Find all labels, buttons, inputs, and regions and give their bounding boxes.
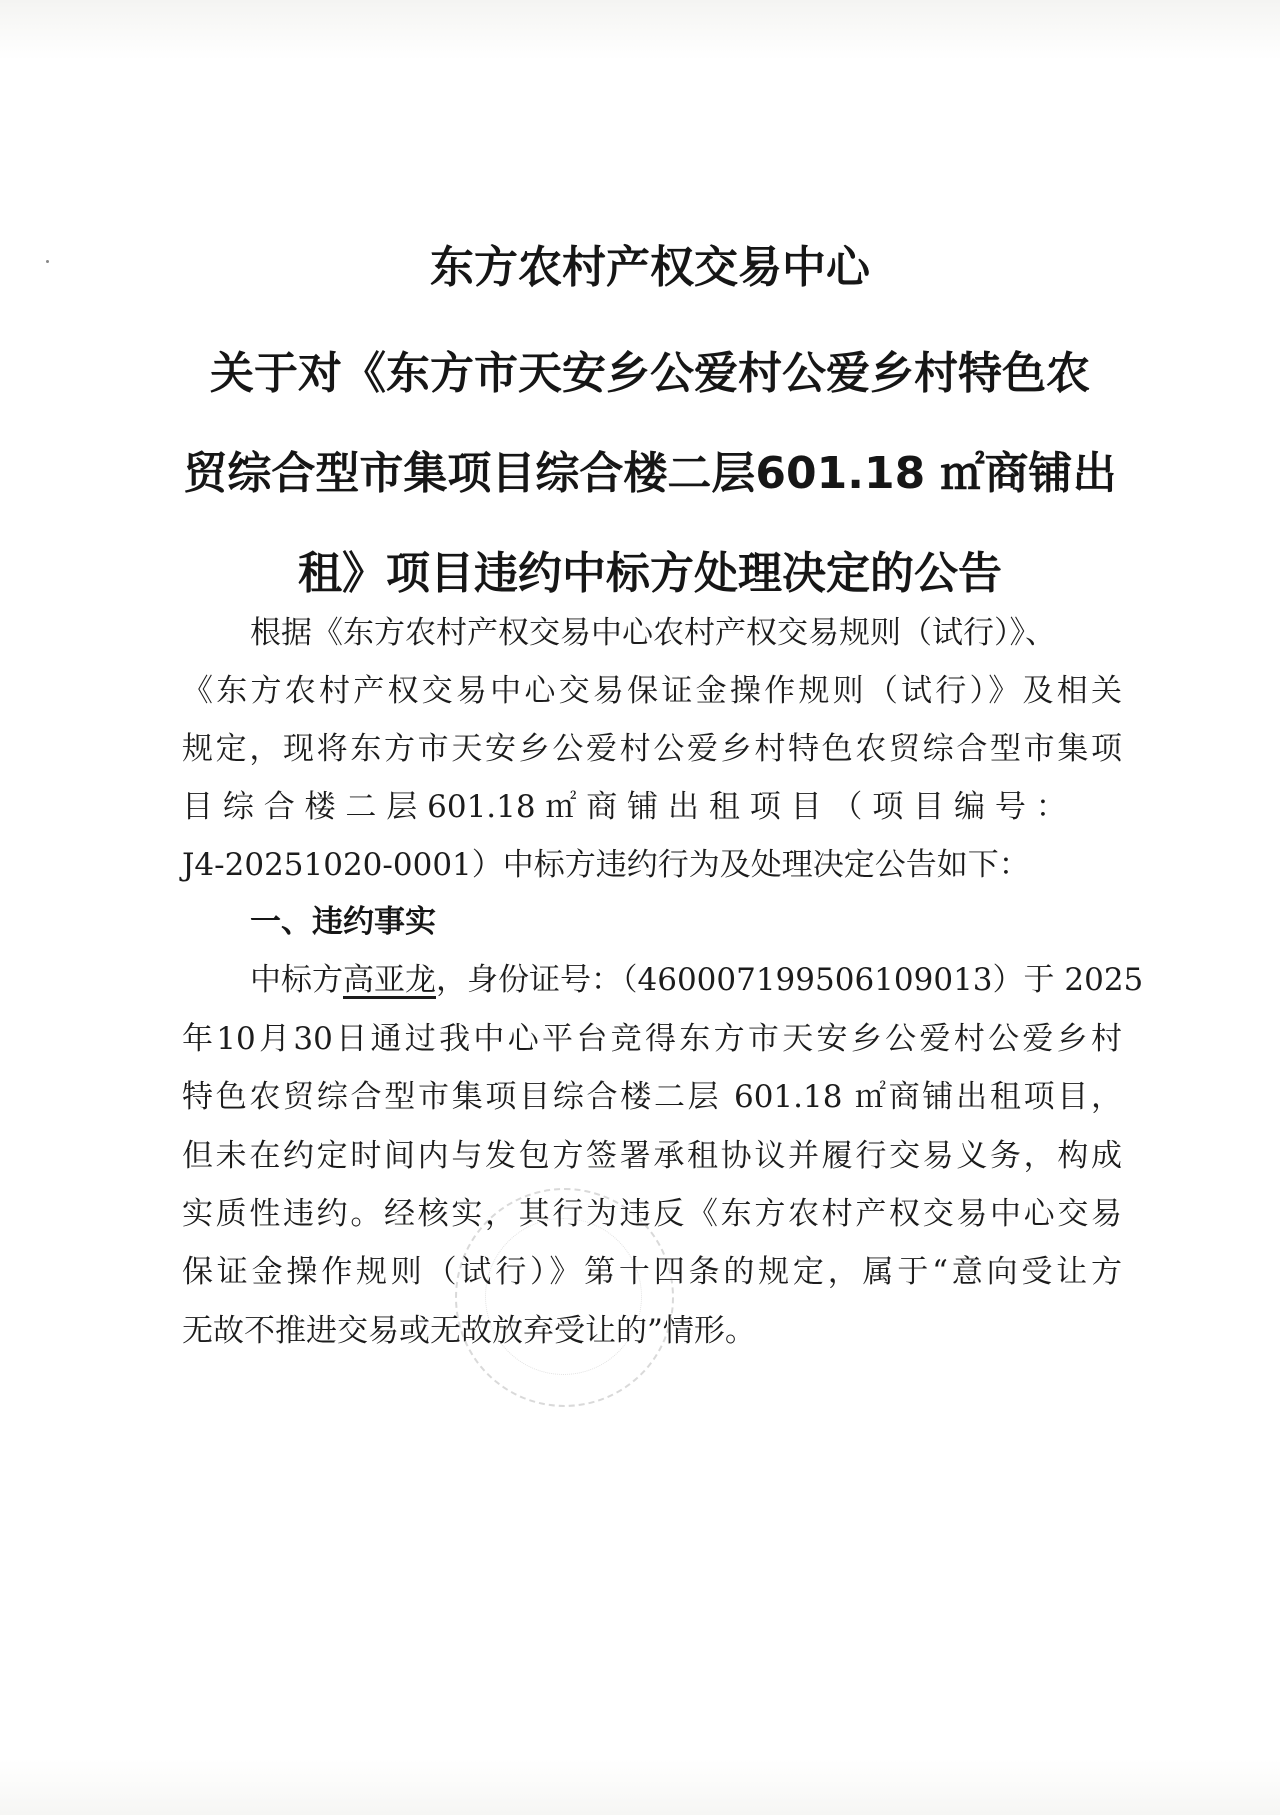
seal-inner-ring	[485, 1218, 642, 1375]
intro-line-5: J4-20251020-0001）中标方违约行为及处理决定公告如下：	[182, 847, 1030, 883]
intro-line-4: 目 综 合 楼 二 层 601.18 ㎡ 商 铺 出 租 项 目 （ 项 目 编 号 ：	[182, 789, 1067, 825]
paragraph-line: 实质性违约。经核实，其行为违反《东方农村产权交易中心交易	[182, 1196, 1122, 1232]
scan-speck	[46, 260, 49, 263]
title-line-1: 东方农村产权交易中心	[430, 242, 870, 293]
title-line-3: 贸综合型市集项目综合楼二层601.18 ㎡商铺出	[183, 448, 1117, 499]
paragraph-line: 保证金操作规则（试行）》第十四条的规定，属于“意向受让方	[182, 1254, 1122, 1290]
winning-bidder-name: 高亚龙	[343, 962, 436, 998]
paragraph-line: 特色农贸综合型市集项目综合楼二层 601.18 ㎡商铺出租项目，	[182, 1079, 1122, 1115]
paragraph-text: 中标方	[250, 962, 343, 998]
intro-line-1: 根据《东方农村产权交易中心农村产权交易规则（试行）》、	[250, 615, 1056, 651]
section-heading-violation-facts: 一、违约事实	[250, 904, 436, 940]
intro-line-2: 《东方农村产权交易中心交易保证金操作规则（试行）》及相关	[182, 673, 1122, 709]
title-line-4: 租》项目违约中标方处理决定的公告	[298, 548, 1002, 599]
paragraph-text: ，身份证号：（460007199506109013）于 2025	[436, 962, 1144, 998]
paragraph-line: 但未在约定时间内与发包方签署承租协议并履行交易义务，构成	[182, 1138, 1122, 1174]
paragraph-line: 年10月30日通过我中心平台竞得东方市天安乡公爱村公爱乡村	[182, 1021, 1122, 1057]
paragraph-line	[250, 960, 1144, 1000]
title-line-2: 关于对《东方市天安乡公爱村公爱乡村特色农	[210, 348, 1090, 399]
paragraph-line: 无故不推进交易或无故放弃受让的”情形。	[182, 1313, 756, 1349]
intro-line-3: 规定，现将东方市天安乡公爱村公爱乡村特色农贸综合型市集项	[182, 731, 1122, 767]
